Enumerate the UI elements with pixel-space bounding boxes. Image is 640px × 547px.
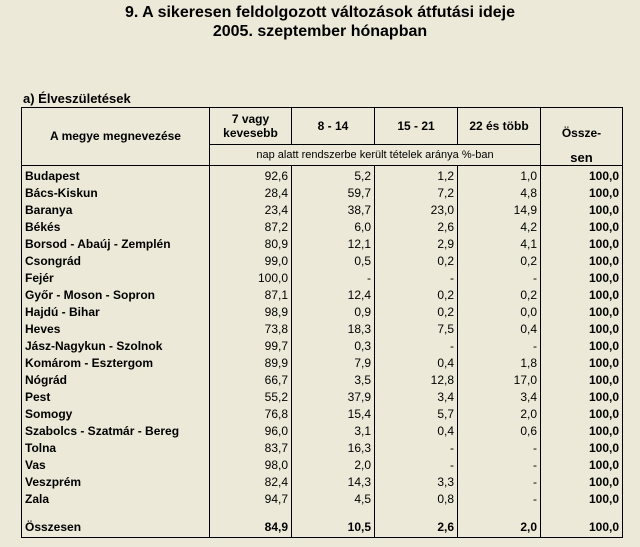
row-name: Zala	[22, 491, 210, 508]
cell-8-14: 0,5	[292, 253, 375, 270]
table-row	[22, 165, 623, 185]
cell-22-plus: -	[458, 457, 541, 474]
cell-22-plus: 0,2	[458, 287, 541, 304]
cell-8-14: 2,0	[292, 457, 375, 474]
cell-8-14: 37,9	[292, 389, 375, 406]
cell-8-14: 0,3	[292, 338, 375, 355]
row-name: Győr - Moson - Sopron	[22, 287, 210, 304]
cell-22-plus: 4,1	[458, 236, 541, 253]
row-name: Budapest	[22, 165, 210, 185]
row-name: Hajdú - Bihar	[22, 304, 210, 321]
table-row	[22, 423, 623, 440]
cell-7-or-less: 66,7	[210, 372, 292, 389]
cell-15-21: 0,4	[375, 355, 458, 372]
cell-7-or-less: 89,9	[210, 355, 292, 372]
cell-22-plus: 4,8	[458, 185, 541, 202]
header-col-22-plus: 22 és több	[458, 108, 541, 145]
total-15-21: 2,6	[375, 518, 458, 538]
cell-8-14: 5,2	[292, 165, 375, 185]
cell-22-plus: 1,8	[458, 355, 541, 372]
total-row	[22, 518, 623, 538]
cell-22-plus: 0,0	[458, 304, 541, 321]
cell-22-plus: 17,0	[458, 372, 541, 389]
cell-total: 100,0	[541, 491, 623, 508]
cell-22-plus: -	[458, 338, 541, 355]
cell-7-or-less: 76,8	[210, 406, 292, 423]
cell-7-or-less: 98,9	[210, 304, 292, 321]
row-name: Tolna	[22, 440, 210, 457]
cell-22-plus: 0,2	[458, 253, 541, 270]
row-name: Borsod - Abaúj - Zemplén	[22, 236, 210, 253]
spacer-row	[22, 508, 623, 518]
cell-7-or-less: 98,0	[210, 457, 292, 474]
cell-22-plus: 4,2	[458, 219, 541, 236]
cell-15-21: -	[375, 270, 458, 287]
cell-22-plus: 1,0	[458, 165, 541, 185]
cell-8-14: 4,5	[292, 491, 375, 508]
report-title-line1: 9. A sikeresen feldolgozott változások átfutási ideje	[124, 4, 516, 21]
spacer-cell	[541, 508, 623, 518]
cell-22-plus: -	[458, 440, 541, 457]
spacer-cell	[292, 508, 375, 518]
cell-15-21: 0,2	[375, 304, 458, 321]
row-name: Fejér	[22, 270, 210, 287]
table-row	[22, 219, 623, 236]
table-row	[22, 287, 623, 304]
cell-total: 100,0	[541, 389, 623, 406]
cell-15-21: 5,7	[375, 406, 458, 423]
cell-15-21: 0,4	[375, 423, 458, 440]
data-table	[21, 107, 623, 538]
table-row	[22, 270, 623, 287]
table-row	[22, 457, 623, 474]
row-name: Békés	[22, 219, 210, 236]
spacer-cell	[22, 508, 210, 518]
table-body	[22, 165, 623, 537]
cell-7-or-less: 87,2	[210, 219, 292, 236]
table-row	[22, 202, 623, 219]
cell-total: 100,0	[541, 304, 623, 321]
cell-8-14: 12,4	[292, 287, 375, 304]
row-name: Komárom - Esztergom	[22, 355, 210, 372]
table-row	[22, 236, 623, 253]
cell-8-14: 7,9	[292, 355, 375, 372]
cell-15-21: 7,5	[375, 321, 458, 338]
cell-22-plus: 0,6	[458, 423, 541, 440]
header-total-bottom: sen	[541, 144, 623, 165]
cell-8-14: 3,5	[292, 372, 375, 389]
cell-total: 100,0	[541, 236, 623, 253]
header-col-15-21: 15 - 21	[375, 108, 458, 145]
cell-15-21: 2,6	[375, 219, 458, 236]
cell-total: 100,0	[541, 219, 623, 236]
cell-7-or-less: 92,6	[210, 165, 292, 185]
cell-22-plus: -	[458, 474, 541, 491]
table-row	[22, 474, 623, 491]
cell-22-plus: 2,0	[458, 406, 541, 423]
cell-15-21: 0,2	[375, 253, 458, 270]
row-name: Somogy	[22, 406, 210, 423]
table-row	[22, 355, 623, 372]
cell-8-14: -	[292, 270, 375, 287]
cell-8-14: 14,3	[292, 474, 375, 491]
cell-7-or-less: 94,7	[210, 491, 292, 508]
cell-7-or-less: 73,8	[210, 321, 292, 338]
cell-7-or-less: 87,1	[210, 287, 292, 304]
cell-15-21: 1,2	[375, 165, 458, 185]
cell-8-14: 59,7	[292, 185, 375, 202]
row-name: Pest	[22, 389, 210, 406]
row-name: Nógrád	[22, 372, 210, 389]
header-col-7-or-less: 7 vagy kevesebb	[210, 108, 292, 145]
cell-15-21: 7,2	[375, 185, 458, 202]
total-8-14: 10,5	[292, 518, 375, 538]
cell-total: 100,0	[541, 372, 623, 389]
header-total-top: Össze-	[541, 108, 623, 145]
cell-7-or-less: 96,0	[210, 423, 292, 440]
cell-total: 100,0	[541, 474, 623, 491]
cell-22-plus: 3,4	[458, 389, 541, 406]
table-row	[22, 338, 623, 355]
row-name: Heves	[22, 321, 210, 338]
cell-total: 100,0	[541, 287, 623, 304]
report-title-line2: 2005. szeptember hónapban	[212, 23, 428, 40]
spacer-cell	[458, 508, 541, 518]
cell-8-14: 12,1	[292, 236, 375, 253]
header-subtitle: nap alatt rendszerbe került tételek aránya %-ban	[210, 144, 541, 165]
cell-total: 100,0	[541, 321, 623, 338]
cell-22-plus: 14,9	[458, 202, 541, 219]
cell-7-or-less: 83,7	[210, 440, 292, 457]
row-name: Baranya	[22, 202, 210, 219]
cell-total: 100,0	[541, 355, 623, 372]
total-total: 100,0	[541, 518, 623, 538]
header-col-8-14: 8 - 14	[292, 108, 375, 145]
cell-total: 100,0	[541, 406, 623, 423]
cell-15-21: 2,9	[375, 236, 458, 253]
table-row	[22, 321, 623, 338]
section-heading: a) Élveszületések	[23, 91, 131, 106]
table-row	[22, 185, 623, 202]
cell-8-14: 6,0	[292, 219, 375, 236]
cell-15-21: -	[375, 457, 458, 474]
table-row	[22, 389, 623, 406]
cell-15-21: -	[375, 440, 458, 457]
total-name: Összesen	[22, 518, 210, 538]
cell-8-14: 3,1	[292, 423, 375, 440]
cell-total: 100,0	[541, 253, 623, 270]
cell-15-21: 23,0	[375, 202, 458, 219]
total-22-plus: 2,0	[458, 518, 541, 538]
table-row	[22, 440, 623, 457]
cell-total: 100,0	[541, 423, 623, 440]
cell-total: 100,0	[541, 457, 623, 474]
cell-22-plus: -	[458, 270, 541, 287]
cell-7-or-less: 99,0	[210, 253, 292, 270]
cell-total: 100,0	[541, 185, 623, 202]
table-row	[22, 304, 623, 321]
row-name: Szabolcs - Szatmár - Bereg	[22, 423, 210, 440]
cell-total: 100,0	[541, 165, 623, 185]
cell-total: 100,0	[541, 440, 623, 457]
cell-8-14: 18,3	[292, 321, 375, 338]
cell-15-21: 0,2	[375, 287, 458, 304]
cell-8-14: 38,7	[292, 202, 375, 219]
cell-7-or-less: 82,4	[210, 474, 292, 491]
cell-total: 100,0	[541, 202, 623, 219]
cell-7-or-less: 99,7	[210, 338, 292, 355]
cell-7-or-less: 23,4	[210, 202, 292, 219]
cell-15-21: 3,4	[375, 389, 458, 406]
cell-8-14: 16,3	[292, 440, 375, 457]
table-row	[22, 372, 623, 389]
table-row	[22, 253, 623, 270]
cell-total: 100,0	[541, 338, 623, 355]
cell-15-21: 12,8	[375, 372, 458, 389]
total-7-or-less: 84,9	[210, 518, 292, 538]
row-name: Csongrád	[22, 253, 210, 270]
cell-8-14: 15,4	[292, 406, 375, 423]
row-name: Veszprém	[22, 474, 210, 491]
cell-7-or-less: 80,9	[210, 236, 292, 253]
spacer-cell	[210, 508, 292, 518]
table-row	[22, 491, 623, 508]
cell-total: 100,0	[541, 270, 623, 287]
cell-8-14: 0,9	[292, 304, 375, 321]
cell-7-or-less: 55,2	[210, 389, 292, 406]
cell-7-or-less: 28,4	[210, 185, 292, 202]
cell-22-plus: 0,4	[458, 321, 541, 338]
row-name: Bács-Kiskun	[22, 185, 210, 202]
cell-7-or-less: 100,0	[210, 270, 292, 287]
cell-15-21: 3,3	[375, 474, 458, 491]
spacer-cell	[375, 508, 458, 518]
cell-22-plus: -	[458, 491, 541, 508]
cell-15-21: 0,8	[375, 491, 458, 508]
header-county: A megye megnevezése	[22, 108, 210, 166]
table-row	[22, 406, 623, 423]
cell-15-21: -	[375, 338, 458, 355]
row-name: Vas	[22, 457, 210, 474]
row-name: Jász-Nagykun - Szolnok	[22, 338, 210, 355]
